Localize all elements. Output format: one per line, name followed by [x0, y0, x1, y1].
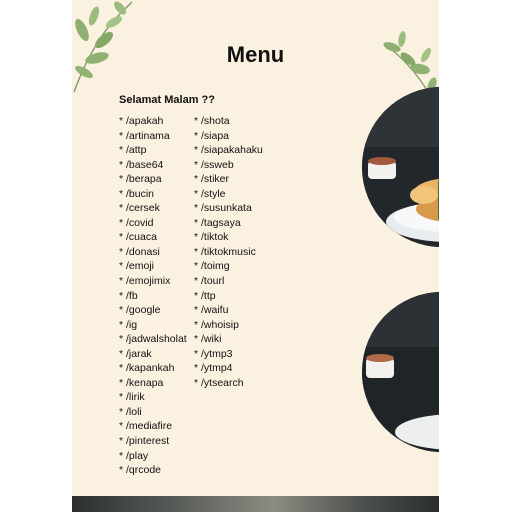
list-item: * /berapa	[119, 173, 162, 186]
list-item: * /susunkata	[194, 202, 252, 215]
list-item: * /ig	[119, 318, 138, 331]
list-item: * /mediafire	[119, 420, 173, 433]
list-item: * /qrcode	[119, 464, 162, 477]
list-item: * /waifu	[194, 304, 229, 317]
kue-plate-image	[362, 292, 439, 452]
list-item: * /ytsearch	[194, 376, 244, 389]
list-item: * /apakah	[119, 115, 164, 127]
list-item: * /play	[119, 449, 149, 462]
list-item: * /tiktokmusic	[194, 245, 256, 258]
list-item: * /kenapa	[119, 376, 164, 389]
list-item: * /emoji	[119, 260, 155, 273]
list-item: * /ytmp3	[194, 347, 233, 360]
list-item: * /artinama	[119, 129, 170, 142]
list-item: * /stiker	[194, 173, 230, 186]
list-item: * /style	[194, 187, 226, 200]
kue-plate-image	[362, 87, 439, 247]
list-item: * /bucin	[119, 187, 155, 200]
list-item: * /jarak	[119, 347, 152, 360]
list-item: * /base64	[119, 158, 164, 171]
page-title: Menu	[226, 42, 285, 67]
list-item: * /whoisip	[194, 318, 239, 331]
list-item: * /tiktok	[194, 231, 229, 244]
command-list-column-2	[194, 114, 263, 390]
list-item: * /tagsaya	[194, 216, 241, 229]
list-item: * /siapakahaku	[194, 144, 263, 157]
list-item: * /attp	[119, 144, 147, 157]
list-item: * /loli	[119, 405, 142, 418]
list-item: * /pinterest	[119, 435, 170, 448]
list-item: * /wiki	[194, 333, 222, 346]
menu-page	[72, 0, 439, 496]
list-item: * /ssweb	[194, 158, 234, 171]
greeting-text: Selamat Malam ??	[119, 94, 215, 106]
list-item: * /google	[119, 304, 161, 317]
food-photo-circle-bottom	[362, 292, 439, 452]
list-item: * /donasi	[119, 245, 160, 258]
command-list-column-1	[119, 114, 187, 478]
list-item: * /covid	[119, 216, 154, 229]
list-item: * /emojimix	[119, 275, 171, 288]
list-item: * /jadwalsholat	[119, 333, 187, 346]
bottom-photo-strip	[72, 496, 439, 512]
list-item: * /shota	[194, 115, 230, 127]
list-item: * /cersek	[119, 202, 160, 215]
food-photo-circle-top	[362, 87, 439, 247]
list-item: * /ttp	[194, 289, 216, 302]
list-item: * /lirik	[119, 391, 145, 404]
list-item: * /siapa	[194, 129, 230, 142]
list-item: * /cuaca	[119, 231, 157, 244]
list-item: * /toimg	[194, 260, 230, 273]
list-item: * /ytmp4	[194, 362, 233, 375]
list-item: * /tourl	[194, 275, 225, 288]
list-item: * /kapankah	[119, 362, 175, 375]
list-item: * /fb	[119, 289, 138, 302]
